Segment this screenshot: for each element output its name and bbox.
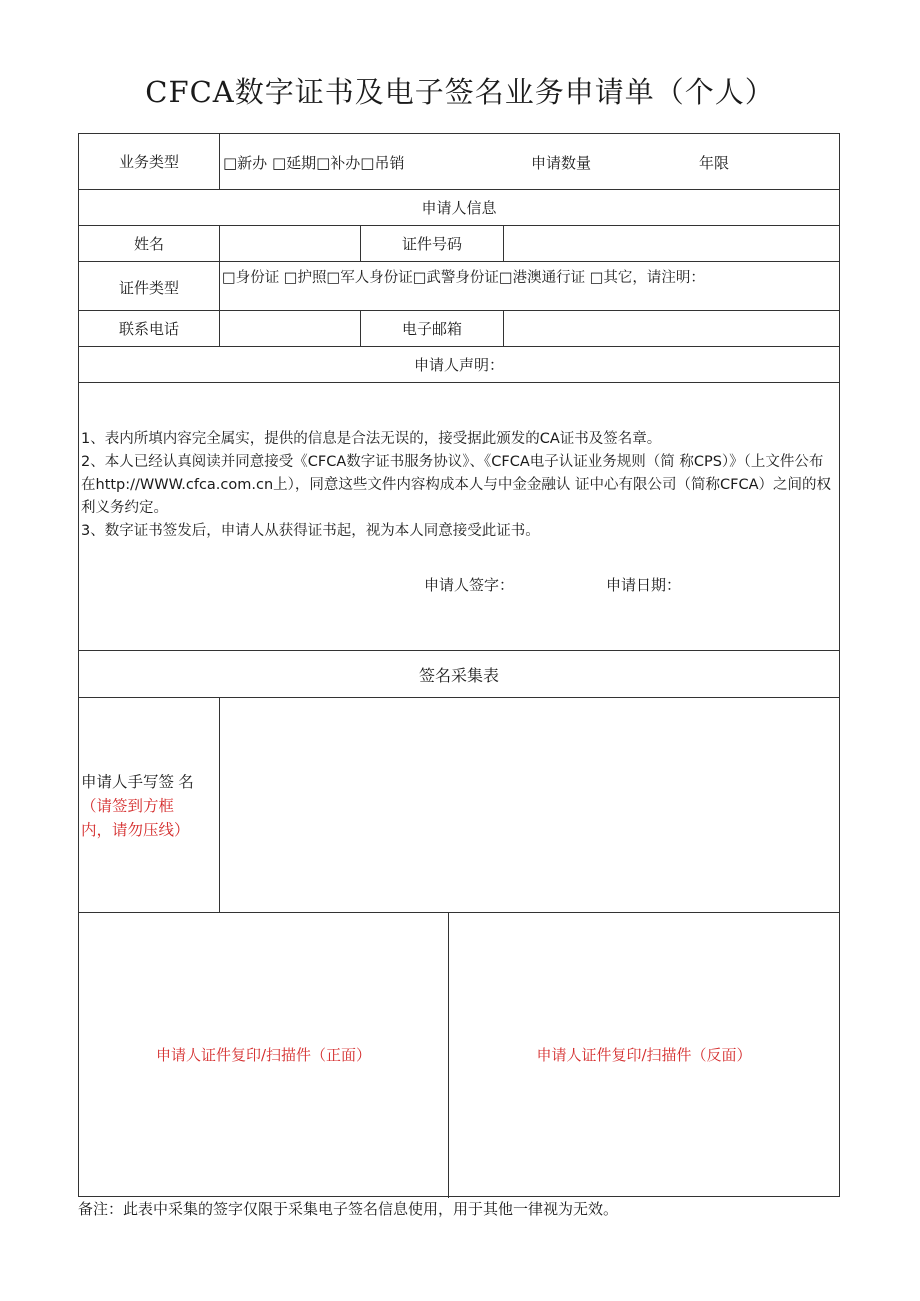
phone-field[interactable] bbox=[220, 311, 360, 346]
signature-collection-header: 签名采集表 bbox=[418, 667, 499, 685]
phone-label: 联系电话 bbox=[118, 320, 179, 338]
id-copy-front[interactable]: 申请人证件复印/扫描件（正面） bbox=[155, 1046, 372, 1064]
footer-note: 备注：此表中采集的签字仅限于采集电子签名信息使用，用于其他一律视为无效。 bbox=[78, 1201, 619, 1218]
id-type-options[interactable]: □身份证 □护照□军人身份证□武警身份证□港澳通行证 □其它，请注明： bbox=[222, 270, 705, 286]
declaration-body bbox=[81, 428, 837, 543]
name-field[interactable] bbox=[220, 226, 360, 261]
declaration-item: 1、表内所填内容完全属实，提供的信息是合法无误的，接受据此颁发的CA证书及签名章。 bbox=[81, 431, 662, 447]
name-label: 姓名 bbox=[133, 235, 164, 253]
handwritten-signature-box[interactable] bbox=[220, 698, 839, 912]
declaration-item: 3、数字证书签发后，申请人从获得证书起，视为本人同意接受此证书。 bbox=[81, 523, 540, 539]
business-type-options[interactable]: □新办 □延期□补办□吊销 bbox=[223, 154, 405, 172]
email-field[interactable] bbox=[504, 311, 839, 346]
quantity-label: 申请数量 bbox=[531, 154, 592, 172]
handwritten-hint: （请签到方框内，请勿压线） bbox=[81, 798, 190, 839]
years-label: 年限 bbox=[699, 154, 730, 172]
page-title: CFCA数字证书及电子签名业务申请单（个人） bbox=[145, 75, 775, 109]
application-date-label: 申请日期： bbox=[606, 576, 682, 594]
application-form bbox=[78, 133, 840, 1197]
id-number-label: 证件号码 bbox=[401, 235, 462, 253]
id-number-field[interactable] bbox=[504, 226, 839, 261]
declaration-item: 2、本人已经认真阅读并同意接受《CFCA数字证书服务协议》、《CFCA电子认证业务规则（简 称CPS）》（上文件公布在http://WWW.cfca.com.cn上），同意这些文件内容构成本人与中金金融认 证中心有限公司（简称CFCA）之间的权利义务约定。 bbox=[81, 454, 832, 516]
handwritten-label-text: 申请人手写签 名 bbox=[81, 774, 194, 791]
declaration-header: 申请人声明： bbox=[413, 357, 504, 374]
handwritten-signature-label bbox=[81, 771, 217, 843]
applicant-info-header: 申请人信息 bbox=[421, 200, 497, 217]
id-type-label: 证件类型 bbox=[118, 278, 179, 297]
applicant-signature-label: 申请人签字： bbox=[424, 576, 515, 594]
id-copy-back[interactable]: 申请人证件复印/扫描件（反面） bbox=[536, 1046, 752, 1064]
email-label: 电子邮箱 bbox=[401, 320, 462, 338]
business-type-label: 业务类型 bbox=[118, 153, 179, 171]
